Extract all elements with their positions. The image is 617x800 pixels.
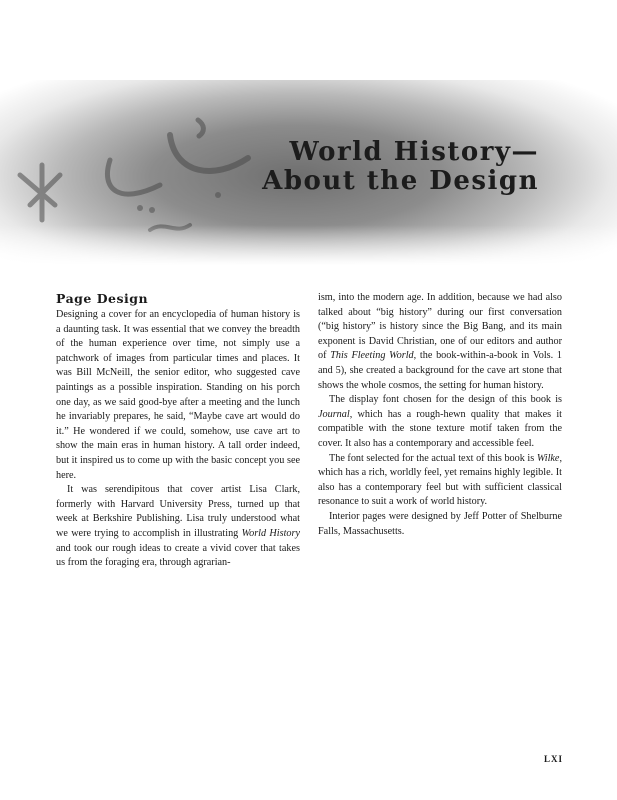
italic-font-name: Journal <box>318 408 350 420</box>
left-column <box>56 291 300 571</box>
paragraph <box>318 393 562 451</box>
paragraph-text: , which has a rich, worldly feel, yet remains highly legible. It also has a contemporary feel but with sufficient classical resonance to suit a work of world history. <box>318 452 562 508</box>
paragraph-text: The font selected for the actual text of this book is <box>329 452 537 464</box>
italic-font-name: Wilke <box>536 452 560 464</box>
italic-title: This Fleeting World <box>330 350 414 362</box>
script-glyph-stroke <box>20 165 60 220</box>
section-heading: Page Design <box>56 291 149 306</box>
paragraph <box>318 291 562 393</box>
paragraph-text: ism, into the modern age. In addition, because we had also talked about “big history” during our first conversation (“big history” is history since the Big Bang, and its main exponent is David Christian, one of our editors and author of <box>318 292 562 362</box>
page-title <box>262 138 539 196</box>
right-column <box>318 291 562 539</box>
page-title-line-1: World History— <box>289 137 539 167</box>
script-glyph-stroke <box>198 120 203 136</box>
script-glyph-stroke <box>107 160 160 194</box>
script-glyph-dot <box>137 205 143 211</box>
page-title-line-2: About the Design <box>262 166 539 196</box>
paragraph-text: It was serendipitous that cover artist Lisa Clark, formerly with Harvard University Press, turned up that week at Berkshire Publishing. Lisa truly understood what we were trying to accomplish in illustrating <box>56 484 300 539</box>
script-glyph-dot <box>149 207 155 213</box>
paragraph-text: , which has a rough-hewn quality that makes it compatible with the stone texture motif taken from the cover. It also has a contemporary and accessible feel. <box>318 408 562 449</box>
script-glyph-stroke <box>150 225 190 230</box>
paragraph <box>56 483 300 571</box>
paragraph <box>318 452 562 510</box>
script-glyph-dot <box>215 192 221 198</box>
paragraph: Designing a cover for an encyclopedia of human history is a daunting task. It was essential that we convey the breadth of the human experience over time, not simply use a patchwork of images from particular times and places. It was Bill McNeill, the senior editor, who suggested cave paintings as a possible inspiration. Standing on his porch one day, as we said good-bye after a meeting and the lunch he invariably prepares, he said, “Maybe cave art would do it.” He wondered if we could, somehow, use cave art to show the main eras in human history. A tall order indeed, but it inspired us to come up with the basic concept you see here. <box>56 309 300 481</box>
italic-title: World History <box>241 527 300 539</box>
paragraph-text: The display font chosen for the design of this book is <box>329 394 562 406</box>
paragraph-text: , the book-within-a-book in Vols. 1 and 5), she created a background for the cave art stone that shows the whole cosmos, the setting for human history. <box>318 350 562 391</box>
page-number: LXI <box>543 754 563 764</box>
paragraph-text: and took our rough ideas to create a vivid cover that takes us from the foraging era, through agrarian- <box>56 542 300 569</box>
script-glyph-stroke <box>170 135 248 171</box>
paragraph: Interior pages were designed by Jeff Potter of Shelburne Falls, Massachusetts. <box>318 510 562 537</box>
